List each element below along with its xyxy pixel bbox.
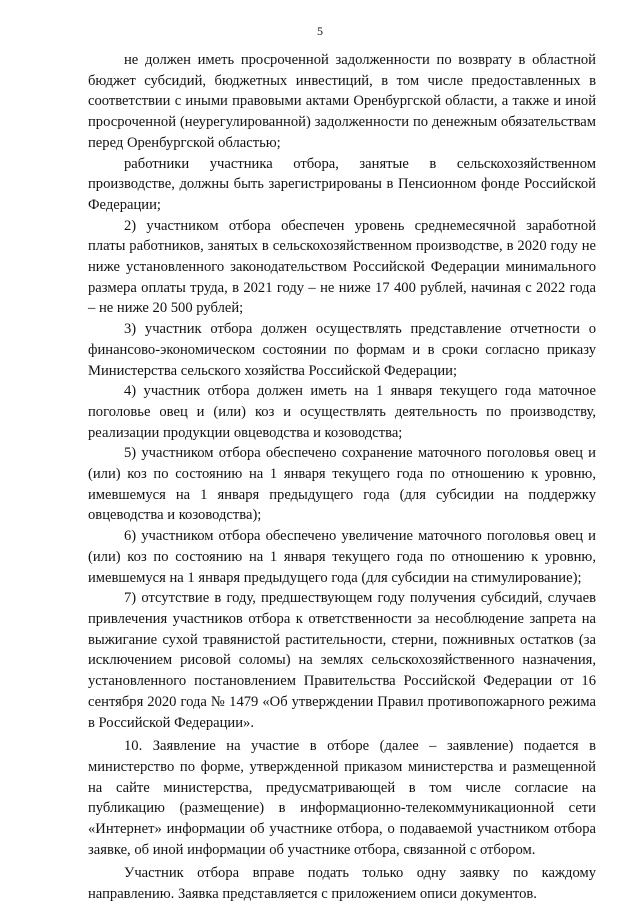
paragraph-item-5-preservation: 5) участником отбора обеспечено сохранение маточного поголовья овец и (или) коз по состоянию на 1 января текущего года по отношению к уровню, имевшемуся на 1 января предыдущего года (для субсидии на поддержку овцеводства и козоводства); xyxy=(88,445,596,524)
paragraph-item-4-livestock: 4) участник отбора должен иметь на 1 января текущего года маточное поголовье овец и (или) коз и осуществлять деятельность по производству, реализации продукции овцеводства и козоводства; xyxy=(88,383,596,441)
paragraph-one-application: Участник отбора вправе подать только одну заявку по каждому направлению. Заявка представляется с приложением описи документов. xyxy=(88,865,596,903)
paragraph-debt-requirement: не должен иметь просроченной задолженности по возврату в областной бюджет субсидий, бюджетных инвестиций, в том числе предоставленных в соответствии с иными правовыми актами Оренбургской области, а также и иной просроченной (неурегулированной) задолженности по денежным обязательствам перед Оренбургской областью; xyxy=(88,52,596,151)
page-number: 5 xyxy=(317,24,323,38)
document-body xyxy=(88,50,596,905)
paragraph-item-3-reporting: 3) участник отбора должен осуществлять представление отчетности о финансово-экономическом состоянии по формам и в сроки согласно приказу Министерства сельского хозяйства Российской Федерации; xyxy=(88,321,596,379)
paragraph-item-7-burning-ban: 7) отсутствие в году, предшествующем году получения субсидий, случаев привлечения участников отбора к ответственности за несоблюдение запрета на выжигание сухой травянистой растительности, стерни, пожнивных остатков (за исключением рисовой соломы) на землях сельскохозяйственного назначения, установленного постановлением Правительства Российской Федерации от 16 сентября 2020 года № 1479 «Об утверждении Правил противопожарного режима в Российской Федерации». xyxy=(88,590,596,731)
paragraph-item-6-increase: 6) участником отбора обеспечено увеличение маточного поголовья овец и (или) коз по состоянию на 1 января текущего года по отношению к уровню, имевшемуся на 1 января предыдущего года (для субсидии на стимулирование); xyxy=(88,528,596,586)
paragraph-pension-fund-registration: работники участника отбора, занятые в сельскохозяйственном производстве, должны быть зарегистрированы в Пенсионном фонде Российской Федерации; xyxy=(88,155,596,213)
paragraph-item-2-salary: 2) участником отбора обеспечен уровень среднемесячной заработной платы работников, занятых в сельскохозяйственном производстве, в 2020 году не ниже установленного законодательством Российской Федерации минимального размера оплаты труда, в 2021 году – не ниже 17 400 рублей, начиная с 2022 года – не ниже 20 500 рублей; xyxy=(88,217,596,317)
paragraph-clause-10-application: 10. Заявление на участие в отборе (далее – заявление) подается в министерство по форме, утвержденной приказом министерства и размещенной на сайте министерства, предусматривающей в том числе согласие на публикацию (размещение) в информационно-телекоммуникационной сети «Интернет» информации об участнике отбора, о подаваемой участником отбора заявке, об иной информации об участнике отбора, связанной с отбором. xyxy=(88,738,596,858)
